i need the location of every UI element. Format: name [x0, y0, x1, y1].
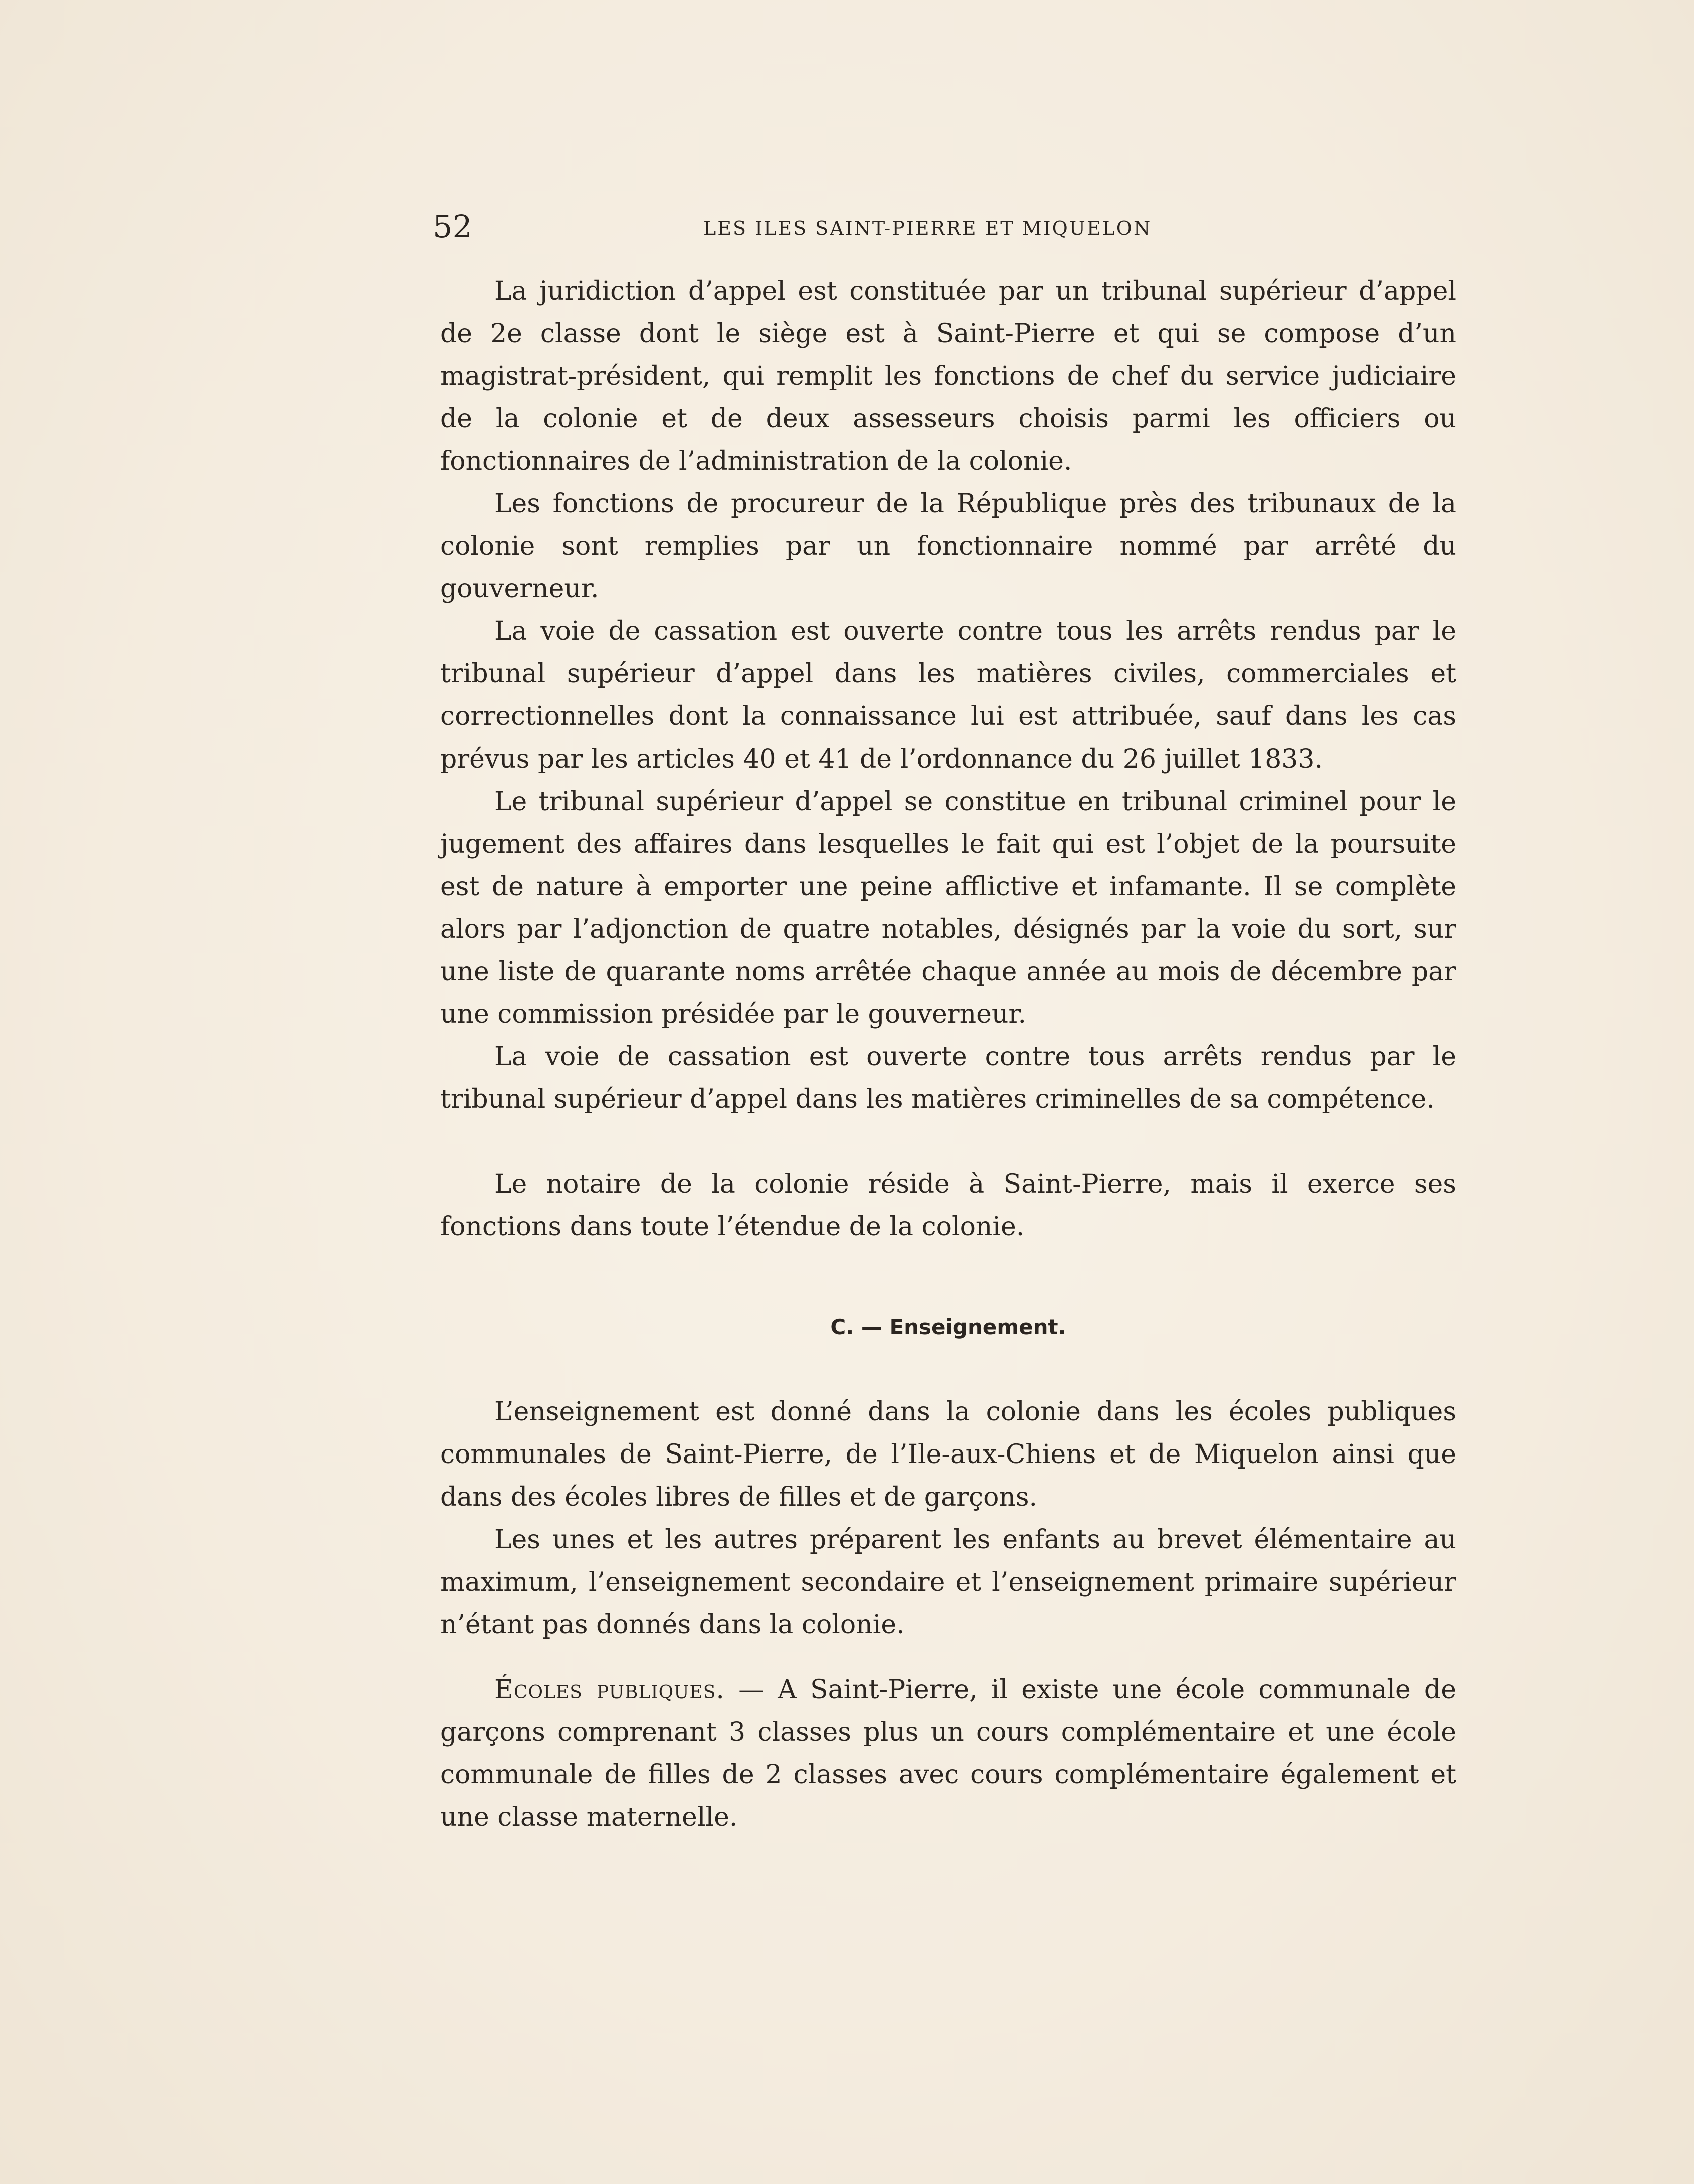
paragraph-brevet: Les unes et les autres préparent les enfants au brevet élémentaire au maximum, l’enseignement secondaire et l’enseignement primaire supérieur n’étant pas donnés dans la colonie.: [440, 1525, 1456, 1640]
paragraph-ecoles-publiques: [440, 1669, 1456, 1839]
paragraph-enseignement: L’enseignement est donné dans la colonie dans les écoles publiques communales de Saint-Pierre, de l’Ile-aux-Chiens et de Miquelon ainsi que dans des écoles libres de filles et de garçons.: [440, 1397, 1456, 1512]
paragraph-juridiction-appel: La juridiction d’appel est constituée par un tribunal supérieur d’appel de 2e classe dont le siège est à Saint-Pierre et qui se compose d’un magistrat-président, qui remplit les fonctions de chef du service judiciaire de la colonie et de deux assesseurs choisis parmi les officiers ou fonctionnaires de l’administration de la colonie.: [440, 276, 1456, 476]
paragraph-procureur: Les fonctions de procureur de la République près des tribunaux de la colonie sont remplies par un fonctionnaire nommé par arrêté du gouverneur.: [440, 489, 1456, 604]
ecoles-publiques-text: — A Saint-Pierre, il existe une école communale de garçons comprenant 3 classes plus un cours complémentaire et une école communale de filles de 2 classes avec cours complémentaire également et une classe maternelle.: [440, 1675, 1456, 1832]
section-heading-enseignement: C. — Enseignement.: [830, 1315, 1066, 1339]
running-title: LES ILES SAINT-PIERRE ET MIQUELON: [703, 217, 1152, 239]
ecoles-publiques-label: Écoles publiques.: [494, 1675, 725, 1705]
paragraph-cassation-civile: La voie de cassation est ouverte contre tous les arrêts rendus par le tribunal supérieur d’appel dans les matières civiles, commerciales et correctionnelles dont la connaissance lui est attribuée, sauf dans les cas prévus par les articles 40 et 41 de l’ordonnance du 26 juillet 1833.: [440, 616, 1456, 774]
paragraph-tribunal-criminel: Le tribunal supérieur d’appel se constitue en tribunal criminel pour le jugement des affaires dans lesquelles le fait qui est l’objet de la poursuite est de nature à emporter une peine afflictive et infamante. Il se complète alors par l’adjonction de quatre notables, désignés par la voie du sort, sur une liste de quarante noms arrêtée chaque année au mois de décembre par une commission présidée par le gouverneur.: [440, 787, 1456, 1029]
running-header: [433, 209, 1456, 244]
paragraph-cassation-criminelle: La voie de cassation est ouverte contre tous arrêts rendus par le tribunal supérieur d’appel dans les matières criminelles de sa compétence.: [440, 1042, 1456, 1114]
page-number: 52: [433, 208, 472, 245]
paragraph-notaire: Le notaire de la colonie réside à Saint-Pierre, mais il exerce ses fonctions dans toute l’étendue de la colonie.: [440, 1169, 1456, 1242]
